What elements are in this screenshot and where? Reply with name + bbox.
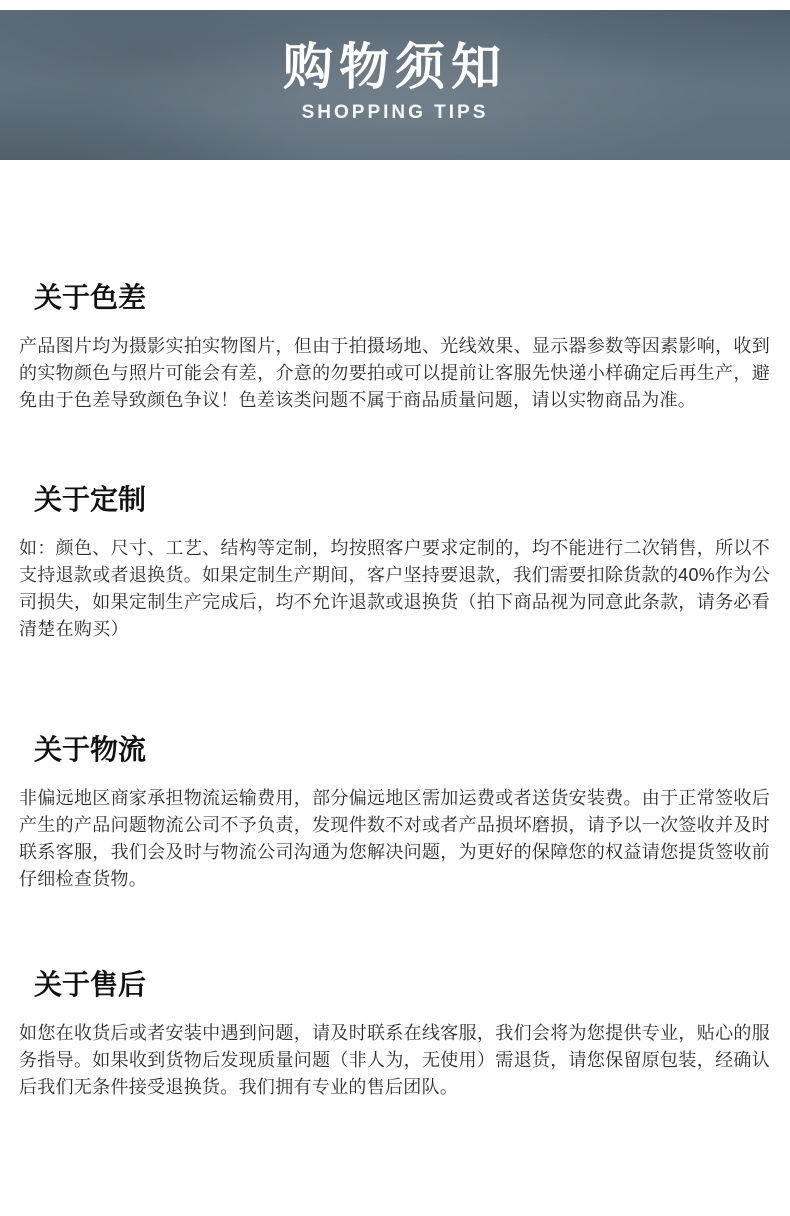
section-customization-paragraph: 如：颜色、尺寸、工艺、结构等定制，均按照客户要求定制的，均不能进行二次销售，所以不支持退款或者退换货。如果定制生产期间，客户坚持要退款，我们需要扣除货款的40%作为公司损失，如果定制生产完成后，均不允许退款或退换货（拍下商品视为同意此条款，请务必看清楚在购买） xyxy=(19,538,770,639)
section-logistics-paragraph: 非偏远地区商家承担物流运输费用，部分偏远地区需加运费或者送货安装费。由于正常签收后产生的产品问题物流公司不予负责，发现件数不对或者产品损坏磨损，请予以一次签收并及时联系客服，我们会及时与物流公司沟通为您解决问题，为更好的保障您的权益请您提货签收前仔细检查货物。 xyxy=(19,788,770,889)
notice-content xyxy=(0,160,790,1101)
section-after-sales-paragraph: 如您在收货后或者安装中遇到问题，请及时联系在线客服，我们会将为您提供专业，贴心的服务指导。如果收到货物后发现质量问题（非人为，无使用）需退货，请您保留原包装，经确认后我们无条件接受退换货。我们拥有专业的售后团队。 xyxy=(19,1023,770,1097)
section-after-sales-heading: 关于售后 xyxy=(34,969,147,1000)
banner xyxy=(0,10,790,160)
section-logistics xyxy=(0,735,790,893)
section-logistics-heading: 关于物流 xyxy=(34,734,147,765)
page-subtitle: SHOPPING TIPS xyxy=(301,102,489,123)
section-color-difference-heading: 关于色差 xyxy=(34,282,147,313)
section-color-difference-paragraph: 产品图片均为摄影实拍实物图片，但由于拍摄场地、光线效果、显示器参数等因素影响，收到的实物颜色与照片可能会有差，介意的勿要拍或可以提前让客服先快递小样确定后再生产，避免由于色差导致颜色争议！色差该类问题不属于商品质量问题，请以实物商品为准。 xyxy=(19,336,770,410)
section-customization-heading: 关于定制 xyxy=(34,484,147,515)
section-after-sales xyxy=(0,970,790,1101)
section-customization xyxy=(0,485,790,643)
section-color-difference xyxy=(0,283,790,414)
page-title: 购物须知 xyxy=(283,39,507,95)
